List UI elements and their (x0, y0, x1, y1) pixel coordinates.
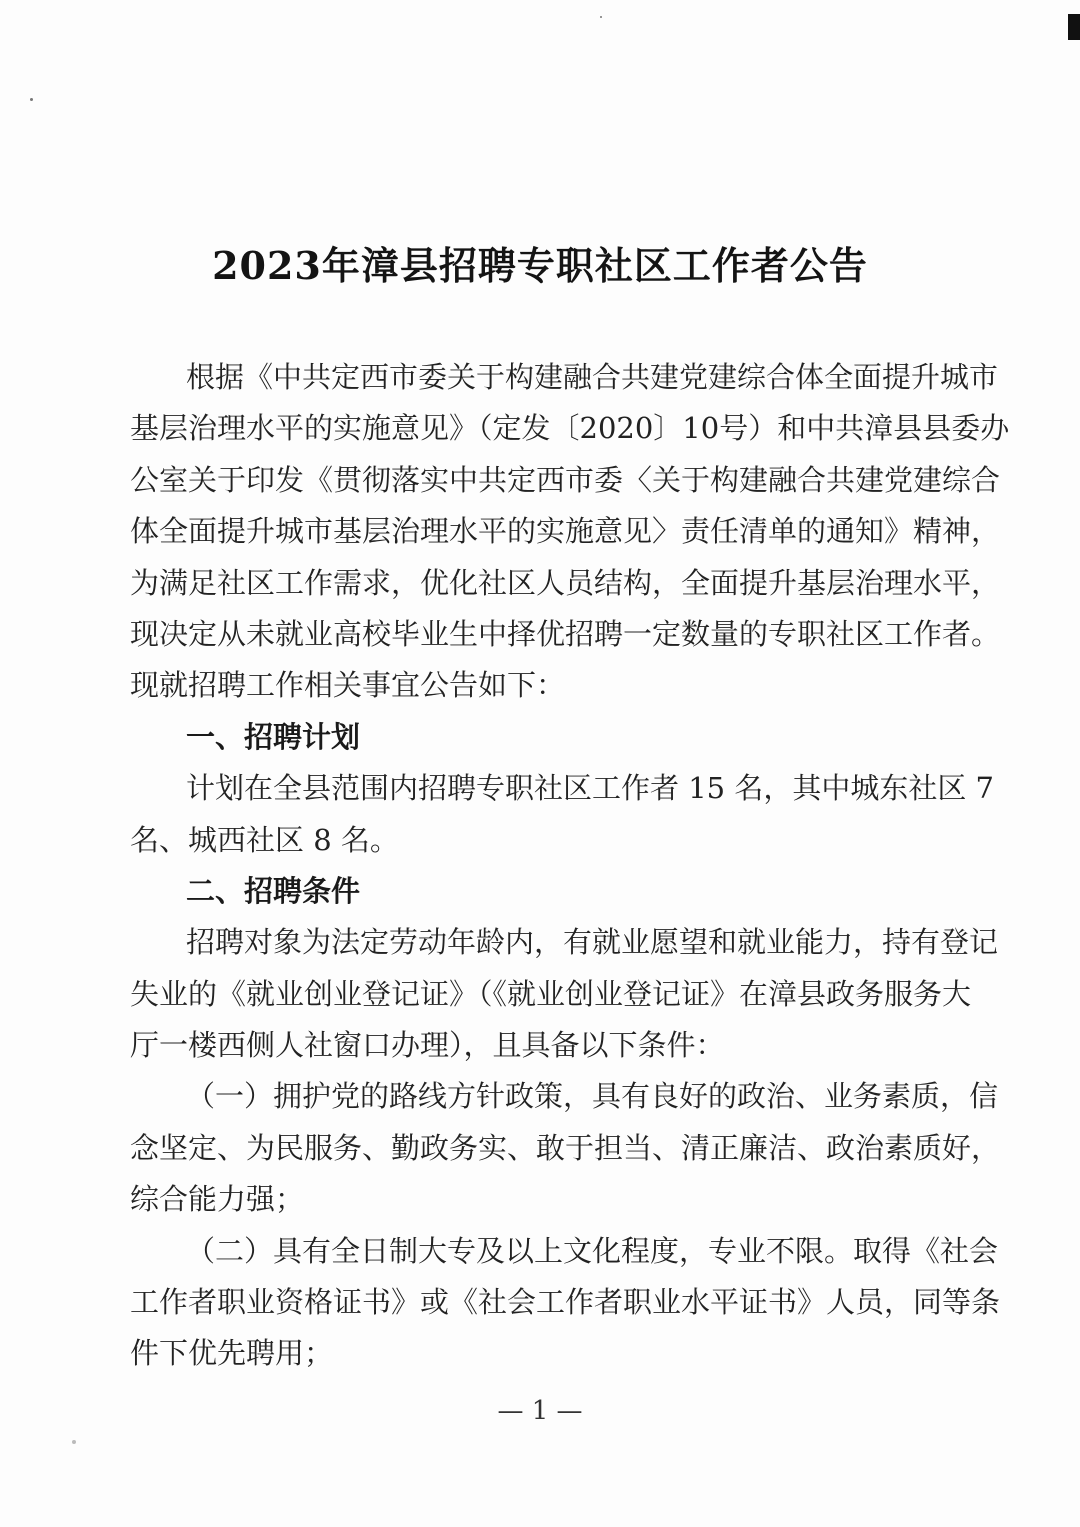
scan-edge-mark (1068, 14, 1080, 40)
paragraph-line: 体全面提升城市基层治理水平的实施意见〉责任清单的通知》精神， (130, 514, 1001, 549)
section-heading: 二、招聘条件 (186, 873, 361, 908)
list-item-line: （一）拥护党的路线方针政策，具有良好的政治、业务素质，信 (186, 1079, 999, 1114)
list-item-line: 件下优先聘用； (130, 1336, 334, 1371)
paragraph-line: 计划在全县范围内招聘专职社区工作者 15 名，其中城东社区 7 (186, 771, 995, 806)
section-heading: 一、招聘计划 (186, 719, 361, 754)
paragraph-line: 现就招聘工作相关事宜公告如下： (130, 668, 566, 703)
paragraph-line: 基层治理水平的实施意见》（定发〔2020〕10号）和中共漳县县委办 (130, 411, 1010, 446)
paragraph-line: 现决定从未就业高校毕业生中择优招聘一定数量的专职社区工作者。 (130, 616, 1001, 651)
page-number: — 1 — (497, 1396, 583, 1426)
document-body (130, 352, 1010, 1380)
list-item-line: 综合能力强； (130, 1182, 305, 1217)
scan-speck (600, 16, 602, 18)
list-item-line: 念坚定、为民服务、勤政务实、敢于担当、清正廉洁、政治素质好， (130, 1130, 1001, 1165)
scan-speck (72, 1440, 76, 1444)
list-item-line: （二）具有全日制大专及以上文化程度，专业不限。取得《社会 (186, 1233, 999, 1268)
paragraph-line: 名、城西社区 8 名。 (130, 822, 399, 857)
list-item-line: 工作者职业资格证书》或《社会工作者职业水平证书》人员，同等条 (130, 1285, 1001, 1320)
scan-speck (30, 98, 33, 101)
document-title: 2023年漳县招聘专职社区工作者公告 (212, 243, 868, 288)
paragraph-line: 厅一楼西侧人社窗口办理），且具备以下条件： (130, 1028, 725, 1063)
paragraph-line: 公室关于印发《贯彻落实中共定西市委〈关于构建融合共建党建综合 (130, 462, 1001, 497)
paragraph-line: 为满足社区工作需求，优化社区人员结构，全面提升基层治理水平， (130, 565, 1001, 600)
paragraph-line: 招聘对象为法定劳动年龄内，有就业愿望和就业能力，持有登记 (186, 925, 999, 960)
paragraph-line: 失业的《就业创业登记证》（《就业创业登记证》在漳县政务服务大 (130, 976, 972, 1011)
paragraph-line: 根据《中共定西市委关于构建融合共建党建综合体全面提升城市 (186, 360, 999, 394)
